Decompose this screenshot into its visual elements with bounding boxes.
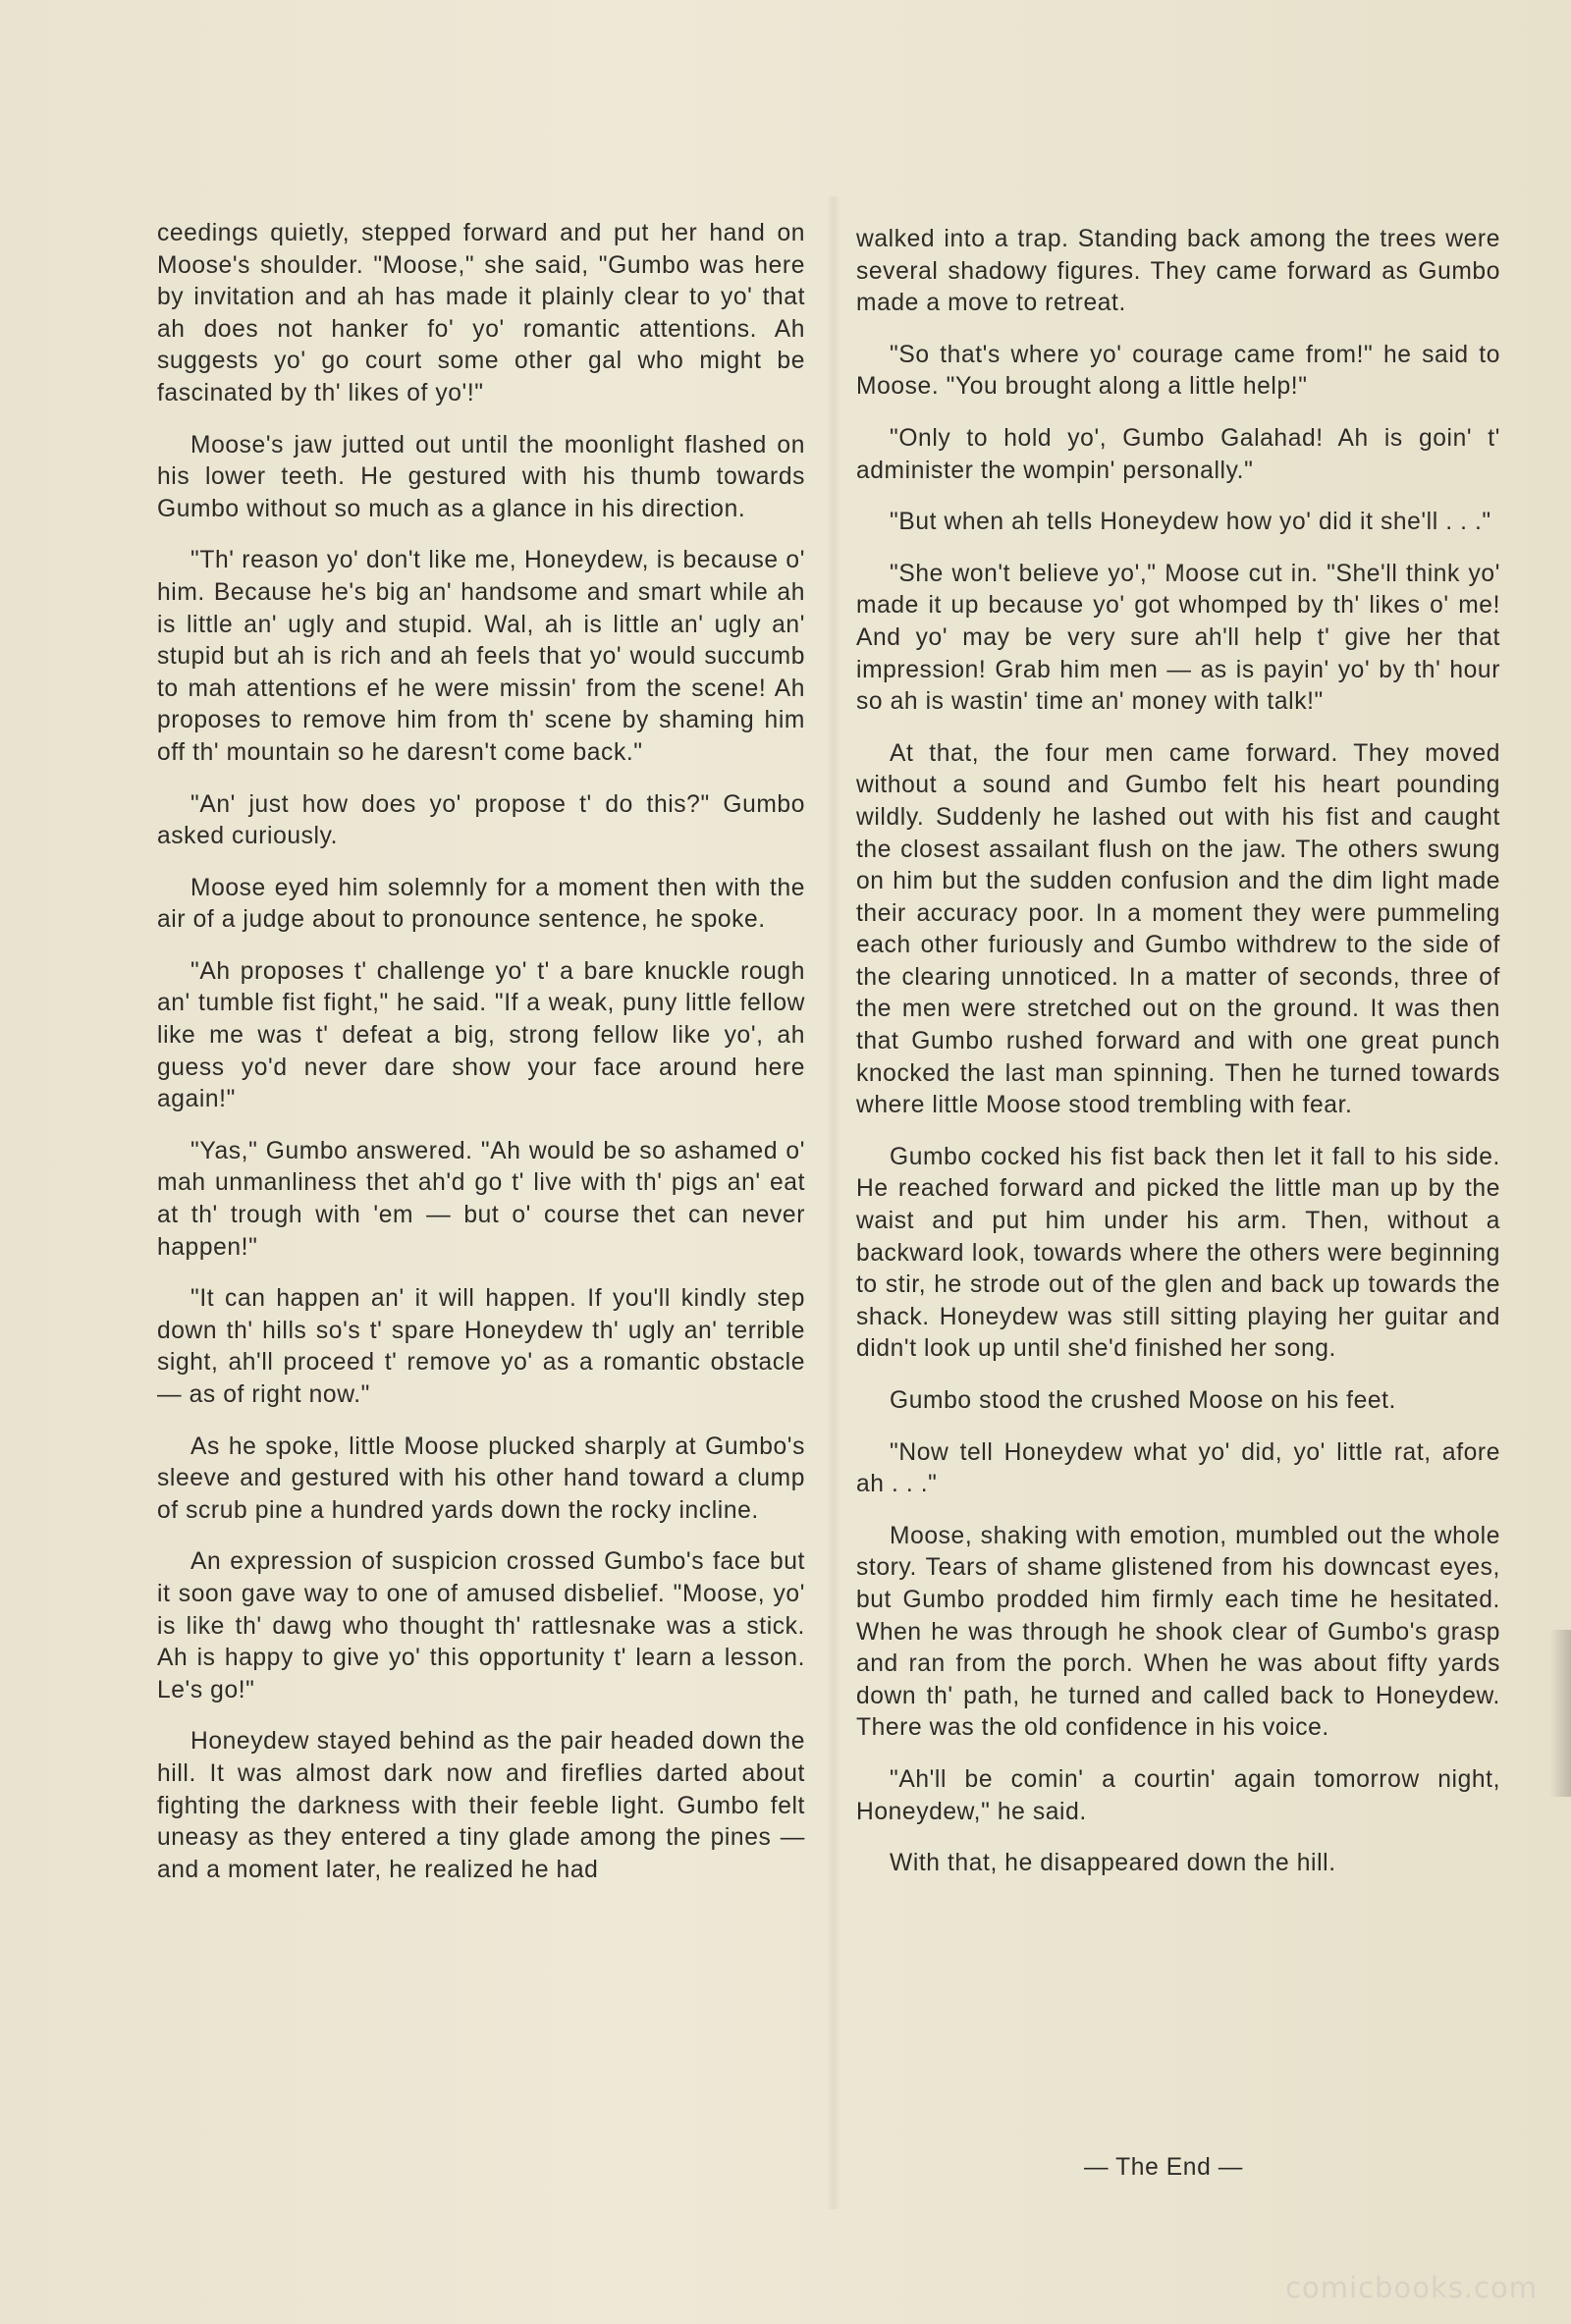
paragraph: Moose eyed him solemnly for a moment then with the air of a judge about to pronounce sentence, he spoke. bbox=[157, 874, 805, 934]
paragraph: An expression of suspicion crossed Gumbo's face but it soon gave way to one of amused disbelief. "Moose, yo' is like th' dawg who thought th' rattlesnake was a stick. Ah is happy to give yo' this opportunity t' learn a lesson. Le's go!" bbox=[157, 1548, 805, 1703]
paragraph: Moose, shaking with emotion, mumbled out the whole story. Tears of shame glistened from his downcast eyes, but Gumbo prodded him firmly each time he hesitated. When he was through he shook clear of Gumbo's grasp and ran from the porch. When he was about fifty yards down th' path, he turned and called back to Honeydew. There was the old confidence in his voice. bbox=[856, 1522, 1500, 1742]
paragraph: walked into a trap. Standing back among the trees were several shadowy figures. They came forward as Gumbo made a move to retreat. bbox=[856, 226, 1500, 317]
right-column bbox=[856, 224, 1500, 1900]
paragraph: Gumbo stood the crushed Moose on his feet. bbox=[890, 1387, 1396, 1414]
page-fold-shadow bbox=[1549, 1630, 1571, 1797]
paragraph: "Only to hold yo', Gumbo Galahad! Ah is goin' t' administer the wompin' personally." bbox=[856, 424, 1500, 484]
paragraph: With that, he disappeared down the hill. bbox=[890, 1850, 1336, 1877]
paragraph: "An' just how does yo' propose t' do this?" Gumbo asked curiously. bbox=[157, 790, 805, 850]
paragraph: "Ah'll be comin' a courtin' again tomorrow night, Honeydew," he said. bbox=[856, 1765, 1500, 1825]
paragraph: "So that's where yo' courage came from!" he said to Moose. "You brought along a little help!" bbox=[856, 341, 1500, 401]
watermark: comicbooks.com bbox=[1285, 2271, 1538, 2304]
paragraph: Moose's jaw jutted out until the moonlight flashed on his lower teeth. He gestured with his thumb towards Gumbo without so much as a glance in his direction. bbox=[157, 431, 805, 522]
left-column bbox=[157, 218, 805, 1906]
paragraph: Gumbo cocked his fist back then let it fall to his side. He reached forward and picked the little man up by the waist and put him under his arm. Then, without a backward look, towards where the others were beginning to stir, he strode out of the glen and back up towards the shack. Honeydew was still sitting playing her guitar and didn't look up until she'd finished her song. bbox=[856, 1143, 1500, 1363]
column-gutter bbox=[827, 196, 840, 2209]
paragraph: ceedings quietly, stepped forward and put her hand on Moose's shoulder. "Moose," she said, "Gumbo was here by invitation and ah has made it plainly clear to yo' that ah does not hanker fo' yo' romantic attentions. Ah suggests yo' go court some other gal who might be fascinated by th' likes of yo'!" bbox=[157, 220, 805, 406]
paragraph: Honeydew stayed behind as the pair headed down the hill. It was almost dark now and fireflies darted about fighting the darkness with their feeble light. Gumbo felt uneasy as they entered a tiny glade among the pines — and a moment later, he realized he had bbox=[157, 1728, 805, 1883]
paragraph: "It can happen an' it will happen. If you'll kindly step down th' hills so's t' spare Honeydew th' ugly an' terrible sight, ah'll proceed t' remove yo' as a romantic obstacle — as of right now." bbox=[157, 1285, 805, 1408]
the-end-marker: — The End — bbox=[1084, 2154, 1243, 2181]
paragraph: At that, the four men came forward. They moved without a sound and Gumbo felt his heart pounding wildly. Suddenly he lashed out with his fist and caught the closest assailant flush on the jaw. The others swung on him but the sudden confusion and the dim light made their accuracy poor. In a moment they were pummeling each other furiously and Gumbo withdrew to the side of the clearing unnoticed. In a matter of seconds, three of the men were stretched out on the ground. It was then that Gumbo rushed forward and with one great punch knocked the last man spinning. Then he turned towards where little Moose stood trembling with fear. bbox=[856, 739, 1500, 1119]
paragraph: "She won't believe yo'," Moose cut in. "She'll think yo' made it up because yo' got whomped by th' likes o' me! And yo' may be very sure ah'll help t' give her that impression! Grab him men — as is payin' yo' by th' hour so ah is wastin' time an' money with talk!" bbox=[856, 560, 1500, 716]
paragraph: "Yas," Gumbo answered. "Ah would be so ashamed o' mah unmanliness thet ah'd go t' live with th' pigs an' eat at th' trough with 'em — but o' course thet can never happen!" bbox=[157, 1137, 805, 1261]
paragraph: As he spoke, little Moose plucked sharply at Gumbo's sleeve and gestured with his other hand toward a clump of scrub pine a hundred yards down the rocky incline. bbox=[157, 1432, 805, 1524]
paragraph: "Now tell Honeydew what yo' did, yo' little rat, afore ah . . ." bbox=[856, 1438, 1500, 1498]
paragraph: "Th' reason yo' don't like me, Honeydew, is because o' him. Because he's big an' handsome and smart while ah is little an' ugly and stupid. Wal, ah is little an' ugly an' stupid but ah is rich and ah feels that yo' would succumb to mah attentions ef he were missin' from the scene! Ah proposes to remove him from th' scene by shaming him off th' mountain so he daresn't come back." bbox=[157, 547, 805, 766]
paragraph: "But when ah tells Honeydew how yo' did it she'll . . ." bbox=[890, 509, 1491, 536]
paragraph: "Ah proposes t' challenge yo' t' a bare knuckle rough an' tumble fist fight," he said. "If a weak, puny little fellow like me was t' defeat a big, strong fellow like yo', ah guess yo'd never dare show your face around here again!" bbox=[157, 957, 805, 1113]
